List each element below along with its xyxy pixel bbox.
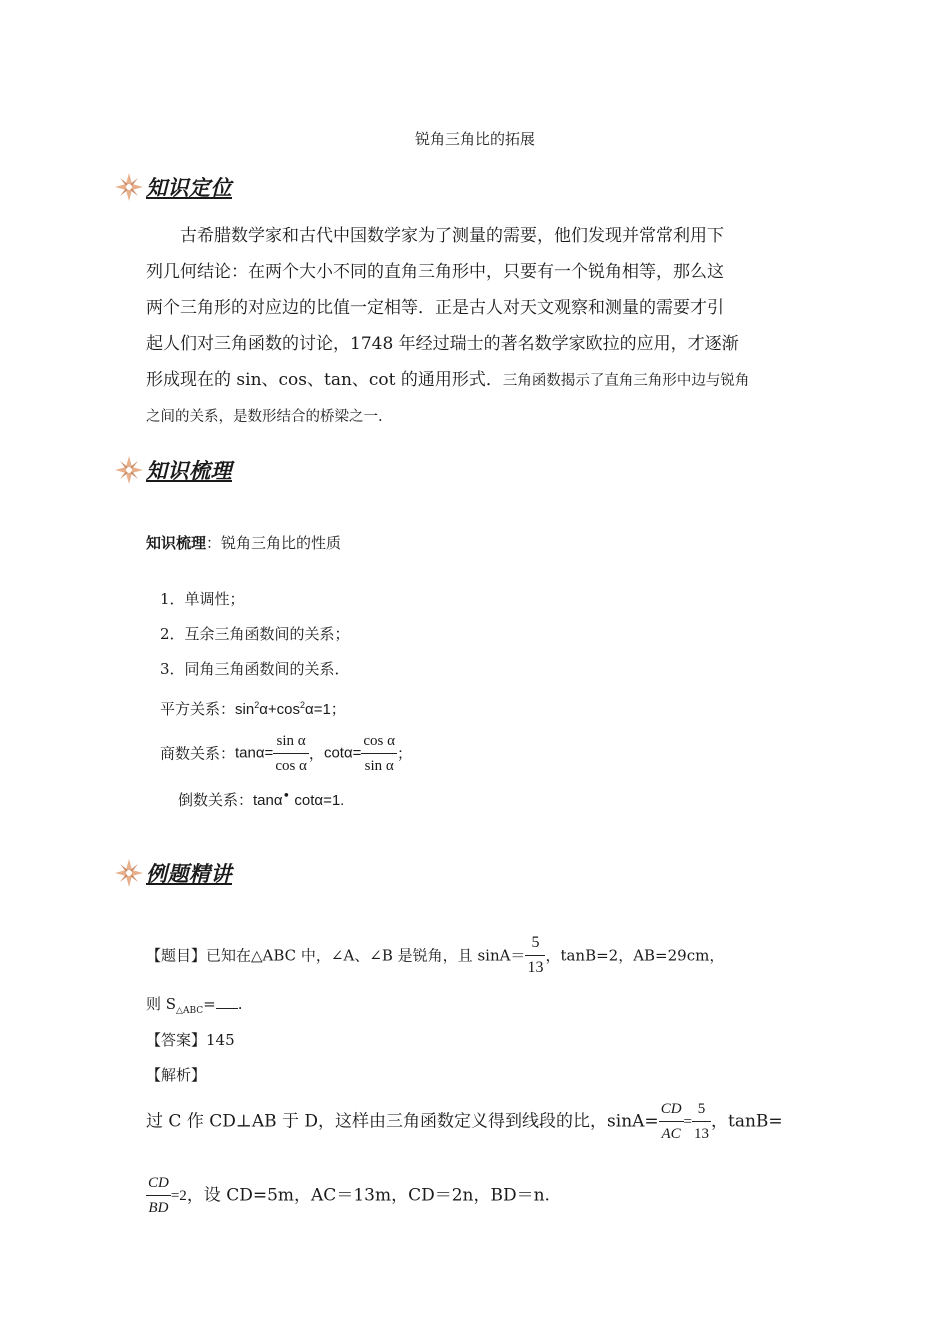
section-header-knowledge-summary (112, 453, 232, 487)
section-header-examples (112, 856, 232, 890)
cd-bd-fraction: $\frac{CD}{BD}$ (146, 1172, 171, 1219)
answer-line: 【答案】145 (146, 1031, 235, 1049)
analysis-label: 【解析】 (146, 1066, 207, 1084)
summary-item-3: 3．同角三角函数间的关系． (160, 660, 350, 678)
document-title: 锐角三角比的拓展 (414, 130, 535, 148)
section-title: 知识定位 (146, 175, 232, 200)
intro-line: 列几何结论：在两个大小不同的直角三角形中，只要有一个锐角相等，那么这 (146, 262, 724, 282)
summary-item-1: 1．单调性； (160, 590, 245, 608)
analysis-line-2: $\frac{CD}{BD}$ =2，设 CD=5m，AC＝13m，CD＝2n，BD＝n. (146, 1172, 550, 1219)
intro-line: 之间的关系，是数形结合的桥梁之一. (146, 409, 383, 425)
section-title: 例题精讲 (146, 861, 232, 886)
tan-fraction: $\frac{\text{sin α}}{\text{cos α}}$ (273, 730, 309, 777)
analysis-line-1: 过 C 作 CD⊥AB 于 D，这样由三角函数定义得到线段的比，sinA= $\frac{CD}{AC}$ = $\frac{5}{13}$ ，tanB= (146, 1098, 783, 1145)
star-burst-icon (112, 170, 146, 204)
star-burst-icon (112, 856, 146, 890)
intro-paragraph (146, 218, 806, 435)
section-title: 知识梳理 (146, 458, 232, 483)
five-thirteen-fraction: $\frac{5}{13}$ (692, 1098, 711, 1145)
section-header-knowledge-position (112, 170, 232, 204)
answer-blank (216, 994, 238, 1009)
intro-line: 古希腊数学家和古代中国数学家为了测量的需要，他们发现并常常利用下 (180, 226, 724, 246)
summary-heading: 知识梳理：锐角三角比的性质 (146, 534, 342, 552)
cot-fraction: $\frac{\text{cos α}}{\text{sin α}}$ (361, 730, 397, 777)
intro-line: 起人们对三角函数的讨论，1748 年经过瑞士的著名数学家欧拉的应用，才逐渐 (146, 334, 739, 354)
quotient-relation: 商数关系：tanα= $\frac{\text{sin α}}{\text{cos α}}$ ，cotα= $\frac{\text{cos α}}{\text{sin α}}$ ； (160, 730, 412, 777)
intro-line: 形成现在的 sin、cos、tan、cot 的通用形式．三角函数揭示了直角三角形中边与锐角 (146, 370, 750, 390)
summary-item-2: 2．互余三角函数间的关系； (160, 625, 350, 643)
cd-ac-fraction: $\frac{CD}{AC}$ (659, 1098, 684, 1145)
square-relation: 平方关系：$\sin^2\alpha+\cos^2\alpha=1$； (160, 700, 346, 718)
intro-line: 两个三角形的对应边的比值一定相等．正是古人对天文观察和测量的需要才引 (146, 298, 724, 318)
sin-a-fraction: $\frac{5}{13}$ (527, 934, 544, 976)
question-line-1: 【题目】已知在△ABC 中，∠A、∠B 是锐角，且 sinA＝ $\frac{5}{13}$ ，tanB=2，AB=29cm， (146, 932, 724, 979)
star-burst-icon (112, 453, 146, 487)
question-line-2: 则 $S_{\triangle ABC}=$ . (146, 995, 243, 1016)
reciprocal-relation: 倒数关系：tanα• cotα=1. (178, 789, 345, 809)
